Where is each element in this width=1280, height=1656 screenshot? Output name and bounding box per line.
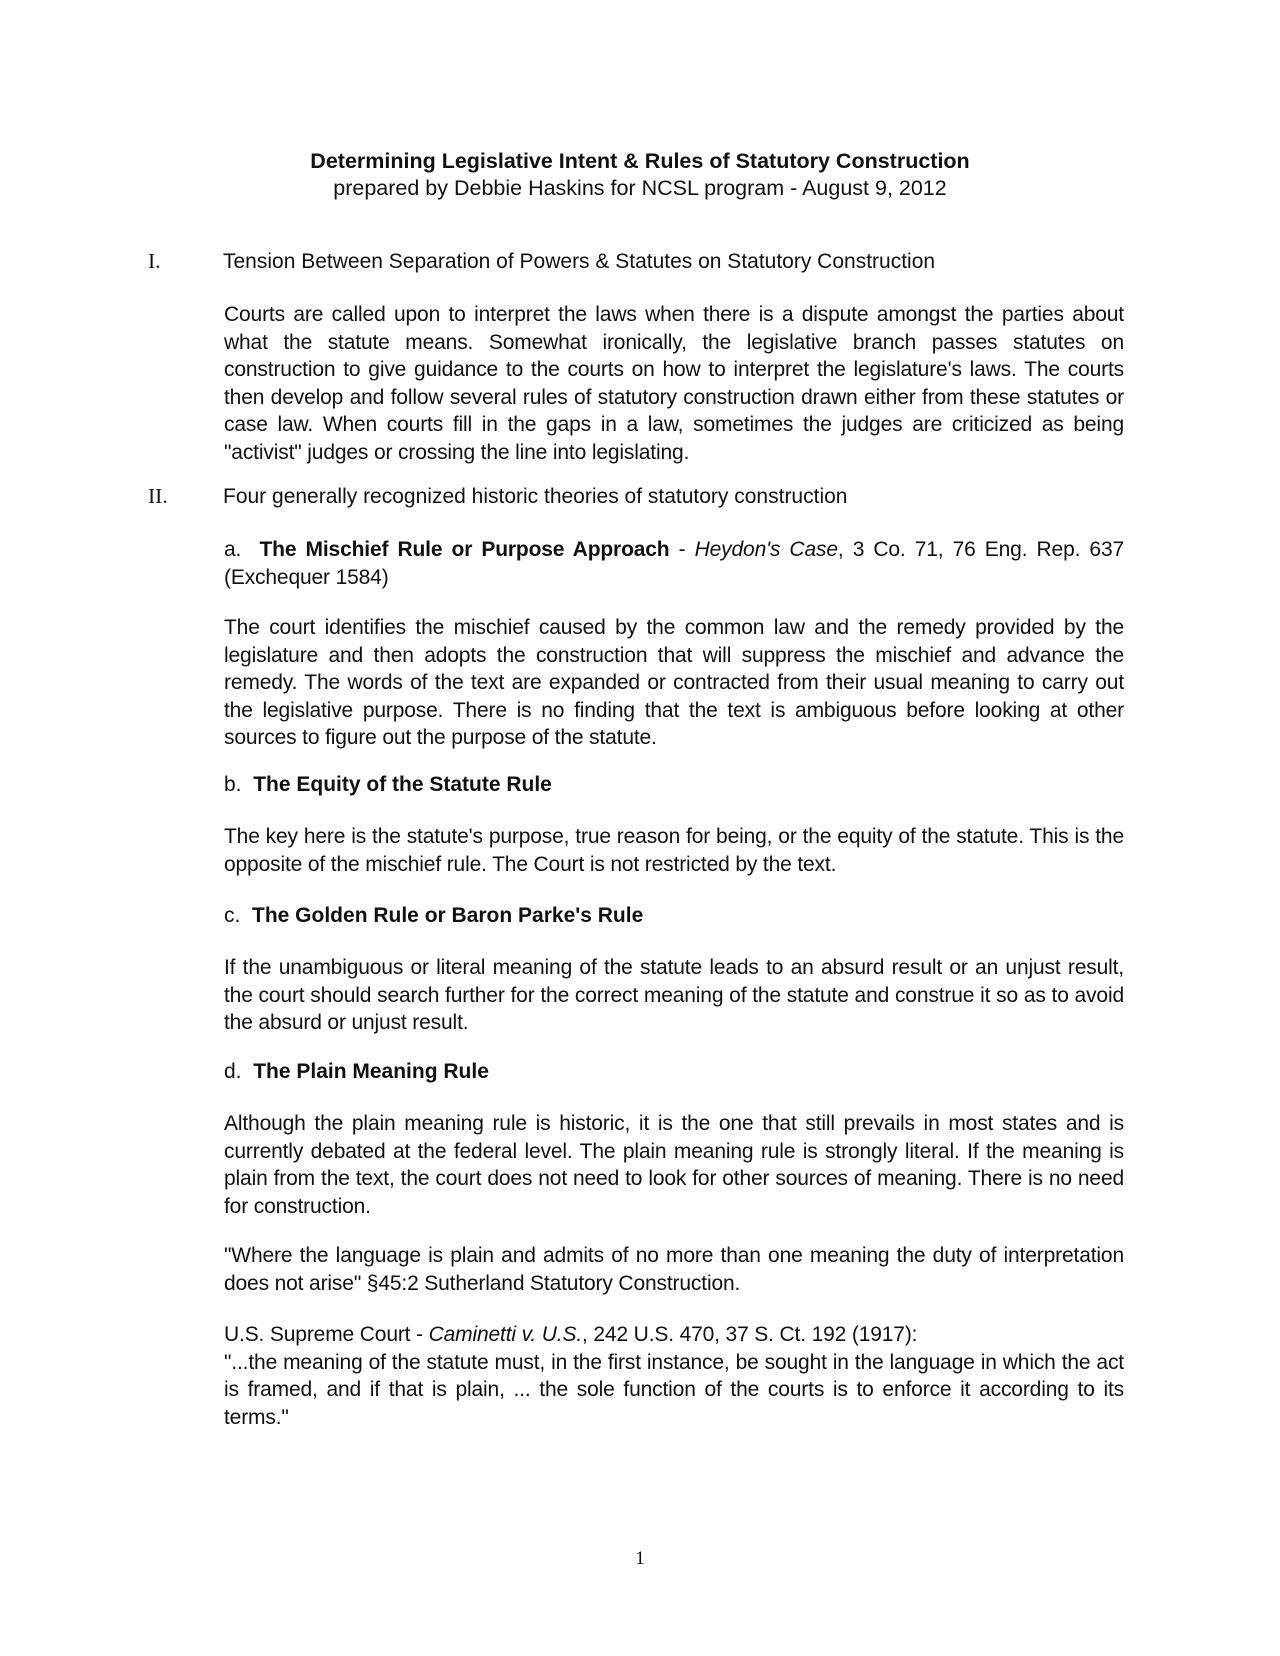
rule-d-paragraph bbox=[224, 1110, 1124, 1220]
rule-name: The Equity of the Statute Rule bbox=[253, 773, 552, 796]
case-citation: , 242 U.S. 470, 37 S. Ct. 192 (1917): bbox=[582, 1323, 918, 1346]
paragraph: Although the plain meaning rule is historic, it is the one that still prevails in most states and is currently debated at the federal level. The plain meaning rule is strongly literal. If the meaning is plain from the text, the court does not need to look for other sources of meaning. There is no need for construction. bbox=[224, 1112, 1124, 1218]
citation: , 3 Co. 71, 76 Eng. Rep. 637 (Exchequer 1584) bbox=[224, 538, 1125, 589]
section-1-paragraph bbox=[224, 301, 1124, 466]
citation-line bbox=[224, 1321, 1124, 1349]
rule-b-paragraph bbox=[224, 823, 1124, 878]
rule-letter: a. bbox=[224, 538, 242, 561]
rule-a-paragraph bbox=[224, 614, 1124, 752]
caminetti-citation bbox=[224, 1321, 1124, 1431]
document-subtitle: prepared by Debbie Haskins for NCSL program - August 9, 2012 bbox=[333, 176, 947, 200]
rule-c-heading bbox=[224, 902, 1124, 930]
rule-letter: c. bbox=[224, 904, 241, 927]
rule-name: The Golden Rule or Baron Parke's Rule bbox=[252, 904, 644, 927]
section-numeral: I. bbox=[148, 249, 161, 273]
section-numeral: II. bbox=[148, 484, 168, 508]
rule-d-heading bbox=[224, 1058, 1124, 1086]
section-heading: Tension Between Separation of Powers & Statutes on Statutory Construction bbox=[223, 250, 936, 273]
title-block bbox=[0, 148, 1280, 202]
case-name: Heydon's Case bbox=[694, 538, 838, 561]
sutherland-quote bbox=[224, 1242, 1124, 1297]
rule-name: The Plain Meaning Rule bbox=[253, 1060, 489, 1083]
paragraph: The key here is the statute's purpose, true reason for being, or the equity of the statute. This is the opposite of the mischief rule. The Court is not restricted by the text. bbox=[224, 825, 1124, 876]
rule-letter: b. bbox=[224, 773, 242, 796]
rule-a-heading bbox=[224, 536, 1124, 591]
case-quote: "...the meaning of the statute must, in the first instance, be sought in the language in which the act is framed, and if that is plain, ... the sole function of the courts is to enforce it according to its terms." bbox=[224, 1350, 1124, 1429]
page-number: 1 bbox=[635, 1548, 645, 1569]
rule-name: The Mischief Rule or Purpose Approach bbox=[259, 538, 670, 561]
rule-letter: d. bbox=[224, 1060, 242, 1083]
section-2-heading bbox=[148, 483, 1124, 511]
separator: - bbox=[669, 538, 695, 561]
case-name: Caminetti v. U.S. bbox=[428, 1323, 583, 1346]
paragraph: Courts are called upon to interpret the laws when there is a dispute amongst the parties about what the statute means. Somewhat ironically, the legislative branch passes statutes on construction to give guidance to the courts on how to interpret the legislature's laws. The courts then develop and follow several rules of statutory construction drawn either from these statutes or case law. When courts fill in the gaps in a law, sometimes the judges are criticized as being "activist" judges or crossing the line into legislating. bbox=[224, 303, 1124, 464]
court-prefix: U.S. Supreme Court - bbox=[224, 1323, 429, 1346]
section-1-heading bbox=[148, 248, 1124, 276]
document-title: Determining Legislative Intent & Rules of Statutory Construction bbox=[310, 149, 970, 173]
rule-heading bbox=[224, 536, 1124, 591]
paragraph: If the unambiguous or literal meaning of the statute leads to an absurd result or an unjust result, the court should search further for the correct meaning of the statute and construe it so as to avoid the absurd or unjust result. bbox=[224, 956, 1124, 1034]
quote-paragraph: "Where the language is plain and admits of no more than one meaning the duty of interpretation does not arise" §45:2 Sutherland Statutory Construction. bbox=[224, 1244, 1124, 1295]
section-heading: Four generally recognized historic theories of statutory construction bbox=[223, 485, 848, 508]
rule-b-heading bbox=[224, 771, 1124, 799]
paragraph: The court identifies the mischief caused by the common law and the remedy provided by the legislature and then adopts the construction that will suppress the mischief and advance the remedy. The words of the text are expanded or contracted from their usual meaning to carry out the legislative purpose. There is no finding that the text is ambiguous before looking at other sources to figure out the purpose of the statute. bbox=[224, 616, 1124, 749]
rule-c-paragraph bbox=[224, 954, 1124, 1037]
